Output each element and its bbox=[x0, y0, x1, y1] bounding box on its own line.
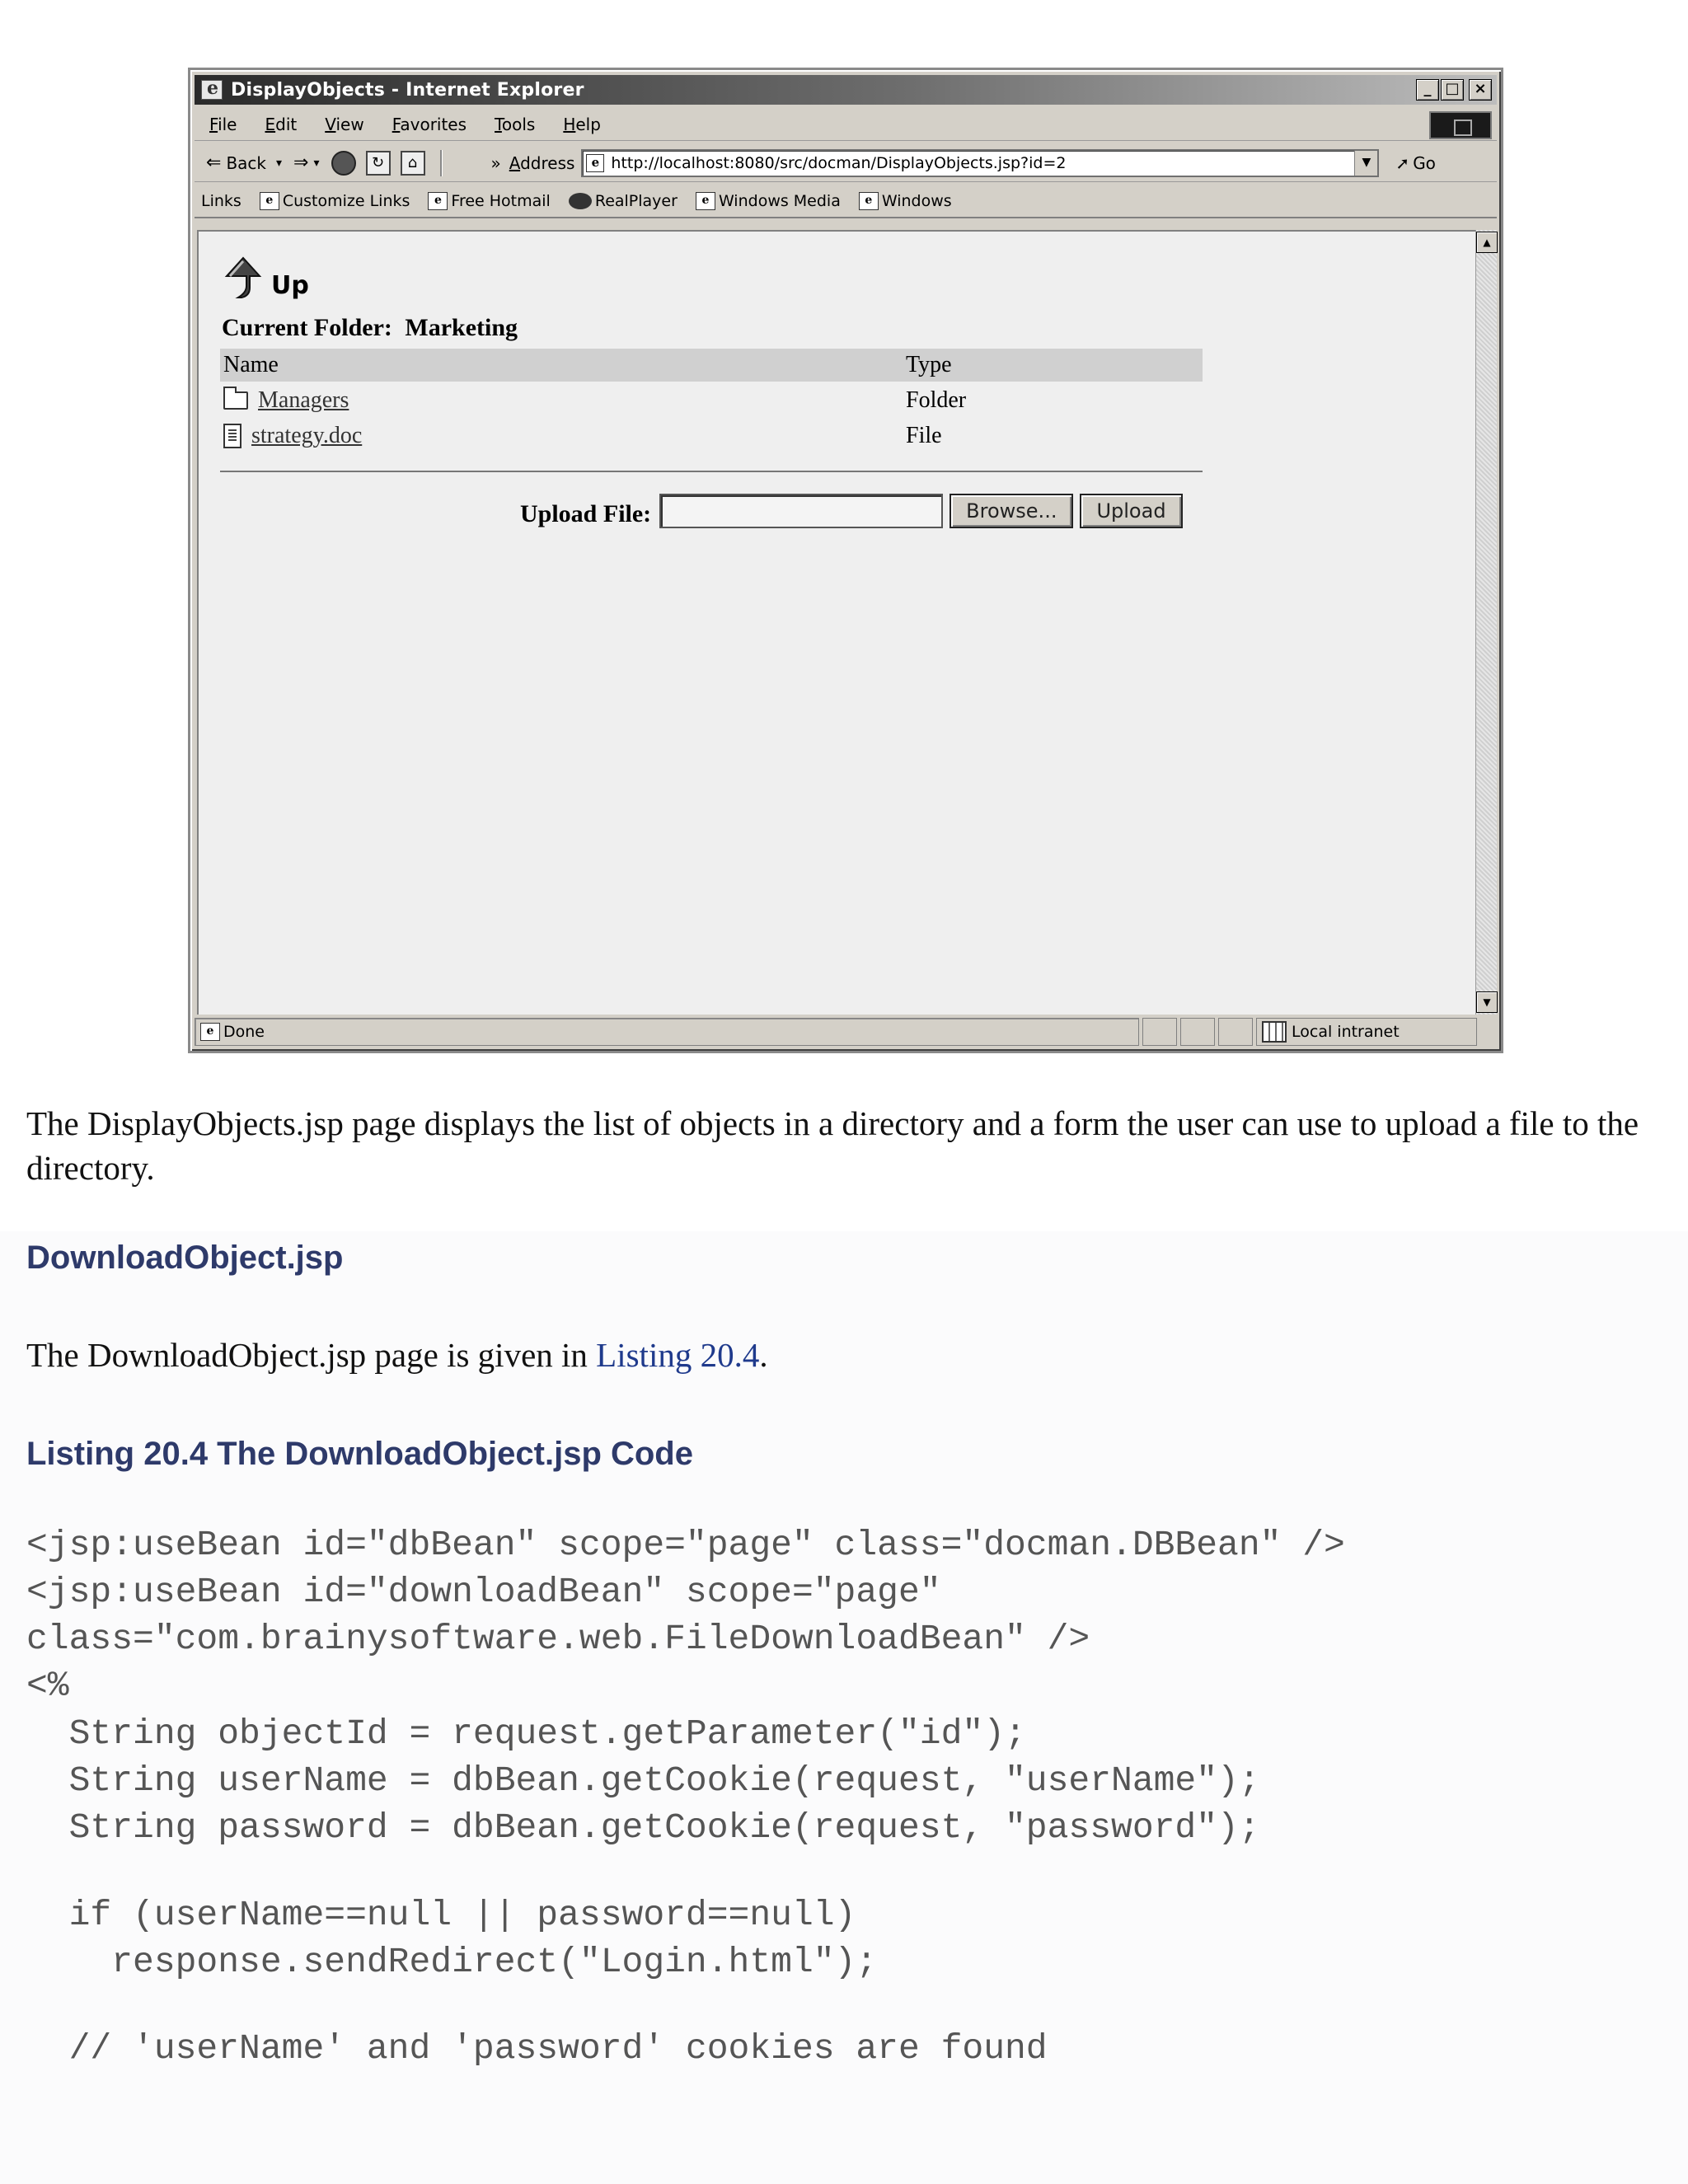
menu-file[interactable]: File bbox=[209, 114, 237, 134]
scroll-down-icon[interactable]: ▼ bbox=[1476, 991, 1498, 1013]
up-label: Up bbox=[271, 270, 309, 300]
address-dropdown-icon[interactable]: ▼ bbox=[1354, 151, 1377, 176]
menu-edit[interactable]: Edit bbox=[265, 114, 298, 134]
code-line: String objectId = request.getParameter("id"); bbox=[26, 1713, 1026, 1754]
body-paragraph: The DisplayObjects.jsp page displays the list of objects in a directory and a form the user can use to upload a file to the directory. bbox=[26, 1104, 1639, 1187]
ie-page-icon: e bbox=[200, 1023, 220, 1041]
zone-label: Local intranet bbox=[1292, 1023, 1400, 1041]
link-customize-links[interactable] bbox=[260, 192, 410, 210]
vertical-scrollbar[interactable] bbox=[1475, 230, 1497, 1015]
forward-arrow-icon: ⇒ bbox=[293, 152, 309, 173]
upload-label: Upload File: bbox=[520, 500, 652, 527]
link-label: RealPlayer bbox=[594, 192, 678, 210]
intro-text: The DownloadObject.jsp page is given in bbox=[26, 1336, 597, 1374]
link-free-hotmail[interactable] bbox=[428, 192, 550, 210]
objects-table bbox=[220, 349, 1203, 452]
folder-icon bbox=[223, 391, 248, 410]
home-icon[interactable]: ⌂ bbox=[401, 151, 425, 176]
section-heading: DownloadObject.jsp bbox=[26, 1240, 344, 1276]
upload-file-input[interactable] bbox=[659, 494, 943, 528]
link-label: Free Hotmail bbox=[451, 192, 551, 210]
toolbar-overflow-icon[interactable]: » bbox=[490, 152, 501, 173]
intro-suffix: . bbox=[759, 1336, 768, 1374]
link-label: Customize Links bbox=[282, 192, 410, 210]
windows-logo-icon bbox=[1429, 111, 1492, 139]
go-label: Go bbox=[1413, 152, 1436, 173]
browse-button[interactable]: Browse... bbox=[950, 494, 1073, 528]
code-line: class="com.brainysoftware.web.FileDownloadBean" /> bbox=[26, 1619, 1090, 1659]
ie-page-icon: e bbox=[260, 192, 279, 210]
current-folder-name: Marketing bbox=[405, 314, 518, 341]
table-header bbox=[220, 349, 1203, 382]
refresh-icon[interactable]: ↻ bbox=[366, 151, 391, 176]
divider bbox=[220, 471, 1203, 472]
row-type-cell: Folder bbox=[906, 387, 967, 413]
upload-form bbox=[520, 494, 1183, 528]
code-line: String password = dbBean.getCookie(request, "password"); bbox=[26, 1807, 1260, 1848]
menu-help[interactable]: Help bbox=[563, 114, 601, 134]
code-line: response.sendRedirect("Login.html"); bbox=[26, 1942, 878, 1982]
forward-dropdown-icon[interactable]: ▾ bbox=[313, 156, 320, 170]
status-cell bbox=[1218, 1018, 1253, 1046]
links-label: Links bbox=[201, 192, 241, 210]
ie-page-icon: e bbox=[859, 192, 879, 210]
toolbar-separator bbox=[440, 150, 442, 176]
intro-paragraph bbox=[26, 1335, 768, 1375]
link-windows-media[interactable] bbox=[696, 192, 841, 210]
link-realplayer[interactable] bbox=[569, 192, 678, 210]
up-link[interactable] bbox=[222, 255, 309, 301]
listing-heading: Listing 20.4 The DownloadObject.jsp Code bbox=[26, 1436, 693, 1472]
upload-button[interactable]: Upload bbox=[1080, 494, 1182, 528]
ie-page-icon bbox=[201, 80, 223, 100]
link-label: Windows Media bbox=[718, 192, 841, 210]
forward-button[interactable] bbox=[293, 152, 319, 173]
code-line: String userName = dbBean.getCookie(request, "userName"); bbox=[26, 1760, 1260, 1801]
stop-icon[interactable] bbox=[331, 151, 356, 176]
object-link-strategy-doc[interactable]: strategy.doc bbox=[251, 423, 363, 448]
intranet-icon bbox=[1262, 1021, 1287, 1043]
title-bar bbox=[195, 75, 1497, 105]
standard-toolbar bbox=[195, 144, 1497, 182]
header-name: Name bbox=[223, 352, 279, 377]
table-row bbox=[220, 382, 1203, 419]
menu-view[interactable]: View bbox=[325, 114, 364, 134]
address-label: Address bbox=[509, 152, 575, 173]
ie-page-icon: e bbox=[696, 192, 715, 210]
code-line: // 'userName' and 'password' cookies are found bbox=[26, 2028, 1048, 2069]
code-line: <jsp:useBean id="downloadBean" scope="page" bbox=[26, 1572, 941, 1612]
status-cell bbox=[1142, 1018, 1177, 1046]
current-folder-label: Current Folder: bbox=[222, 314, 392, 341]
maximize-button[interactable]: □ bbox=[1441, 79, 1464, 101]
go-button[interactable] bbox=[1395, 153, 1436, 173]
security-zone bbox=[1256, 1018, 1477, 1046]
code-line: <jsp:useBean id="dbBean" scope="page" class="docman.DBBean" /> bbox=[26, 1525, 1345, 1565]
status-text: Done bbox=[223, 1023, 265, 1041]
row-name-cell bbox=[220, 387, 906, 414]
row-type-cell: File bbox=[906, 423, 942, 448]
address-field[interactable] bbox=[581, 149, 1379, 177]
status-cell bbox=[1180, 1018, 1215, 1046]
menu-bar bbox=[195, 108, 1497, 141]
status-text-panel bbox=[195, 1018, 1139, 1046]
listing-link[interactable]: Listing 20.4 bbox=[596, 1336, 760, 1374]
back-label: Back bbox=[226, 152, 266, 173]
link-label: Windows bbox=[881, 192, 952, 210]
up-arrow-icon bbox=[222, 255, 266, 301]
back-arrow-icon: ⇐ bbox=[206, 152, 222, 173]
go-arrow-icon: ➚ bbox=[1395, 152, 1410, 173]
link-windows[interactable] bbox=[859, 192, 952, 210]
browser-window bbox=[188, 68, 1503, 1053]
menu-favorites[interactable]: Favorites bbox=[392, 114, 467, 134]
address-url: http://localhost:8080/src/docman/DisplayObjects.jsp?id=2 bbox=[611, 153, 1067, 172]
realplayer-icon bbox=[569, 193, 592, 209]
current-folder bbox=[222, 314, 518, 342]
minimize-button[interactable]: _ bbox=[1416, 79, 1439, 101]
ie-page-icon: e bbox=[428, 192, 448, 210]
links-bar bbox=[195, 185, 1497, 218]
row-name-cell bbox=[220, 423, 906, 449]
close-button[interactable]: × bbox=[1469, 79, 1492, 101]
window-title: DisplayObjects - Internet Explorer bbox=[231, 79, 584, 101]
menu-tools[interactable]: Tools bbox=[495, 114, 536, 134]
back-dropdown-icon[interactable]: ▾ bbox=[276, 156, 283, 170]
object-link-managers[interactable]: Managers bbox=[258, 387, 349, 413]
header-type: Type bbox=[906, 352, 952, 377]
scroll-up-icon[interactable]: ▲ bbox=[1476, 232, 1498, 253]
table-row bbox=[220, 419, 1203, 452]
back-button[interactable] bbox=[206, 152, 282, 173]
code-line: <% bbox=[26, 1666, 69, 1706]
window-controls bbox=[1416, 79, 1492, 101]
page-viewport bbox=[197, 230, 1476, 1015]
page-icon: e bbox=[586, 154, 604, 172]
code-line: if (userName==null || password==null) bbox=[26, 1895, 856, 1935]
status-bar bbox=[195, 1016, 1497, 1047]
document-icon bbox=[223, 424, 241, 448]
